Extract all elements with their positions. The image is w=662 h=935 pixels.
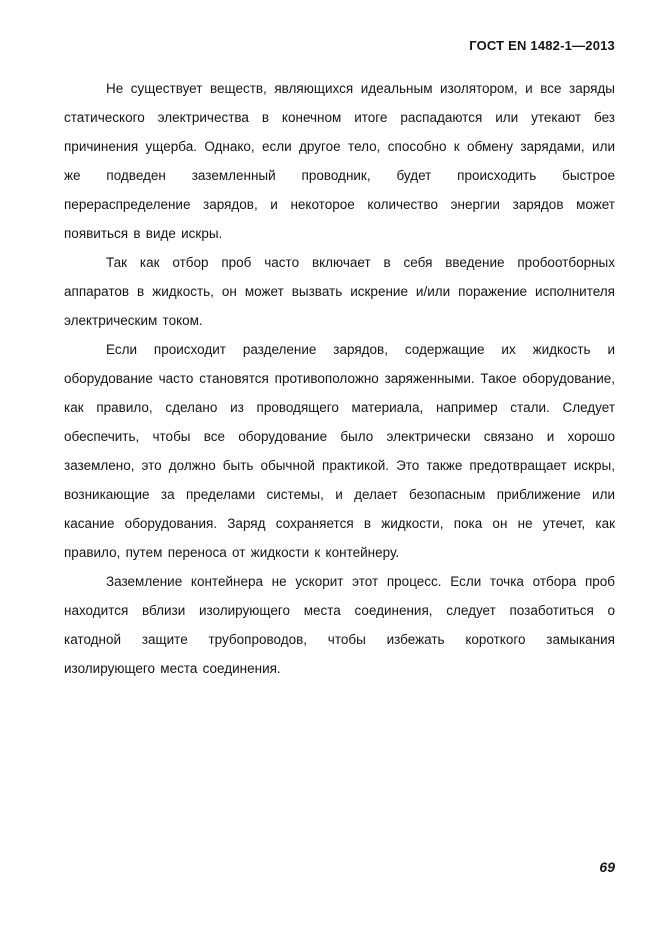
page-number: 69 [599, 859, 615, 875]
paragraph: Если происходит разделение зарядов, содержащие их жидкость и оборудование часто становятся противоположно заряженными. Такое оборудование, как правило, сделано из проводящего материала, например стали. Следует обеспечить, чтобы все оборудование было электрически связано и хорошо заземлено, это должно быть обычной практикой. Это также предотвращает искры, возникающие за пределами системы, и делает безопасным приближение или касание оборудования. Заряд сохраняется в жидкости, пока он не утечет, как правило, путем переноса от жидкости к контейнеру. [64, 342, 615, 560]
paragraph: Не существует веществ, являющихся идеальным изолятором, и все заряды статического электричества в конечном итоге распадаются или утекают без причинения ущерба. Однако, если другое тело, способно к обмену зарядами, или же подведен заземленный проводник, будет происходить быстрое перераспределение зарядов, и некоторое количество энергии зарядов может появиться в виде искры. [64, 81, 615, 241]
document-body [64, 74, 615, 683]
document-header-standard-number: ГОСТ EN 1482-1—2013 [469, 38, 615, 53]
paragraph: Так как отбор проб часто включает в себя введение пробоотборных аппаратов в жидкость, он может вызвать искрение и/или поражение исполнителя электрическим током. [64, 255, 615, 328]
paragraph: Заземление контейнера не ускорит этот процесс. Если точка отбора проб находится вблизи изолирующего места соединения, следует позаботиться о катодной защите трубопроводов, чтобы избежать короткого замыкания изолирующего места соединения. [64, 574, 615, 676]
